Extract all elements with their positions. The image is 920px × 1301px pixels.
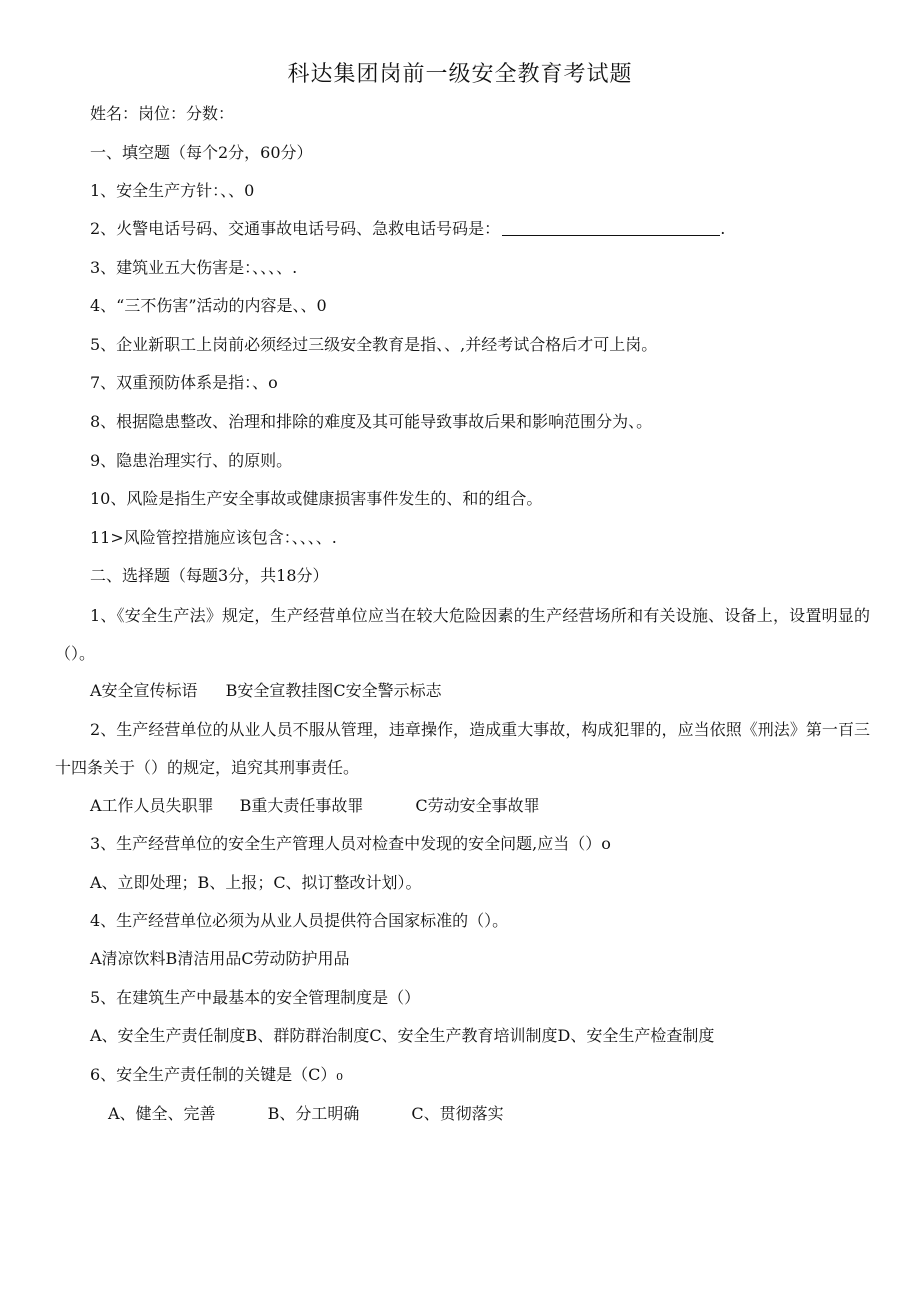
fill-question-4: 4、“三不伤害”活动的内容是、、0 (90, 296, 327, 315)
choice-question-1-options (90, 681, 442, 701)
choice-question-5-options: A、安全生产责任制度B、群防群治制度C、安全生产教育培训制度D、安全生产检查制度 (90, 1026, 715, 1045)
choice-question-5: 5、在建筑生产中最基本的安全管理制度是（） (90, 988, 421, 1007)
section2-heading: 二、选择题（每题3分，共18分） (90, 566, 329, 585)
option-a: A、健全、完善 (108, 1104, 216, 1123)
header-line: 姓名：岗位：分数： (90, 104, 235, 123)
fill-question-11: 11>风险管控措施应该包含：、、、、. (90, 528, 337, 547)
option-c: C劳动安全事故罪 (415, 796, 540, 815)
choice-question-6: 6、安全生产责任制的关键是（C）₀ (90, 1065, 343, 1084)
fill-question-2 (90, 219, 725, 239)
choice-question-4: 4、生产经营单位必须为从业人员提供符合国家标准的（）。 (90, 911, 509, 930)
fill-question-2-text: 2、火警电话号码、交通事故电话号码、急救电话号码是： (90, 219, 501, 238)
option-a: A安全宣传标语 (90, 681, 198, 700)
fill-question-5: 5、企业新职工上岗前必须经过三级安全教育是指、、,并经考试合格后才可上岗。 (90, 335, 658, 354)
page-title: 科达集团岗前一级安全教育考试题 (287, 62, 633, 87)
option-c: C、贯彻落实 (411, 1104, 504, 1123)
fill-question-7: 7、双重预防体系是指：、o (90, 373, 278, 392)
choice-question-4-options: A清凉饮料B清洁用品C劳动防护用品 (90, 949, 350, 968)
fill-question-3: 3、建筑业五大伤害是：、、、、. (90, 258, 298, 277)
choice-question-3-options: A、立即处理；B、上报；C、拟订整改计划）。 (90, 873, 422, 892)
option-b: B、分工明确 (267, 1104, 360, 1123)
fill-question-2-end: . (720, 219, 726, 238)
section1-heading: 一、填空题（每个2分，60分） (90, 143, 313, 162)
fill-question-8: 8、根据隐患整改、治理和排除的难度及其可能导致事故后果和影响范围分为、。 (90, 412, 653, 431)
answer-blank (502, 219, 720, 236)
option-a: A工作人员失职罪 (90, 796, 214, 815)
fill-question-10: 10、风险是指生产安全事故或健康损害事件发生的、和的组合。 (90, 489, 543, 508)
choice-question-2-options (90, 796, 540, 816)
option-b: B重大责任事故罪 (239, 796, 364, 815)
choice-question-2: 2、生产经营单位的从业人员不服从管理，违章操作，造成重大事故，构成犯罪的，应当依照《刑法》第一百三十四条关于（）的规定，追究其刑事责任。 (55, 720, 870, 777)
fill-question-9: 9、隐患治理实行、的原则。 (90, 451, 293, 470)
fill-question-1: 1、安全生产方针：、、0 (90, 181, 255, 200)
choice-question-1: 1、《安全生产法》规定，生产经营单位应当在较大危险因素的生产经营场所和有关设施、设备上，设置明显的（）。 (55, 606, 870, 663)
option-b-c: B安全宣教挂图C安全警示标志 (225, 681, 442, 700)
choice-question-6-options (108, 1104, 504, 1124)
choice-question-3: 3、生产经营单位的安全生产管理人员对检查中发现的安全问题,应当（）o (90, 834, 611, 853)
